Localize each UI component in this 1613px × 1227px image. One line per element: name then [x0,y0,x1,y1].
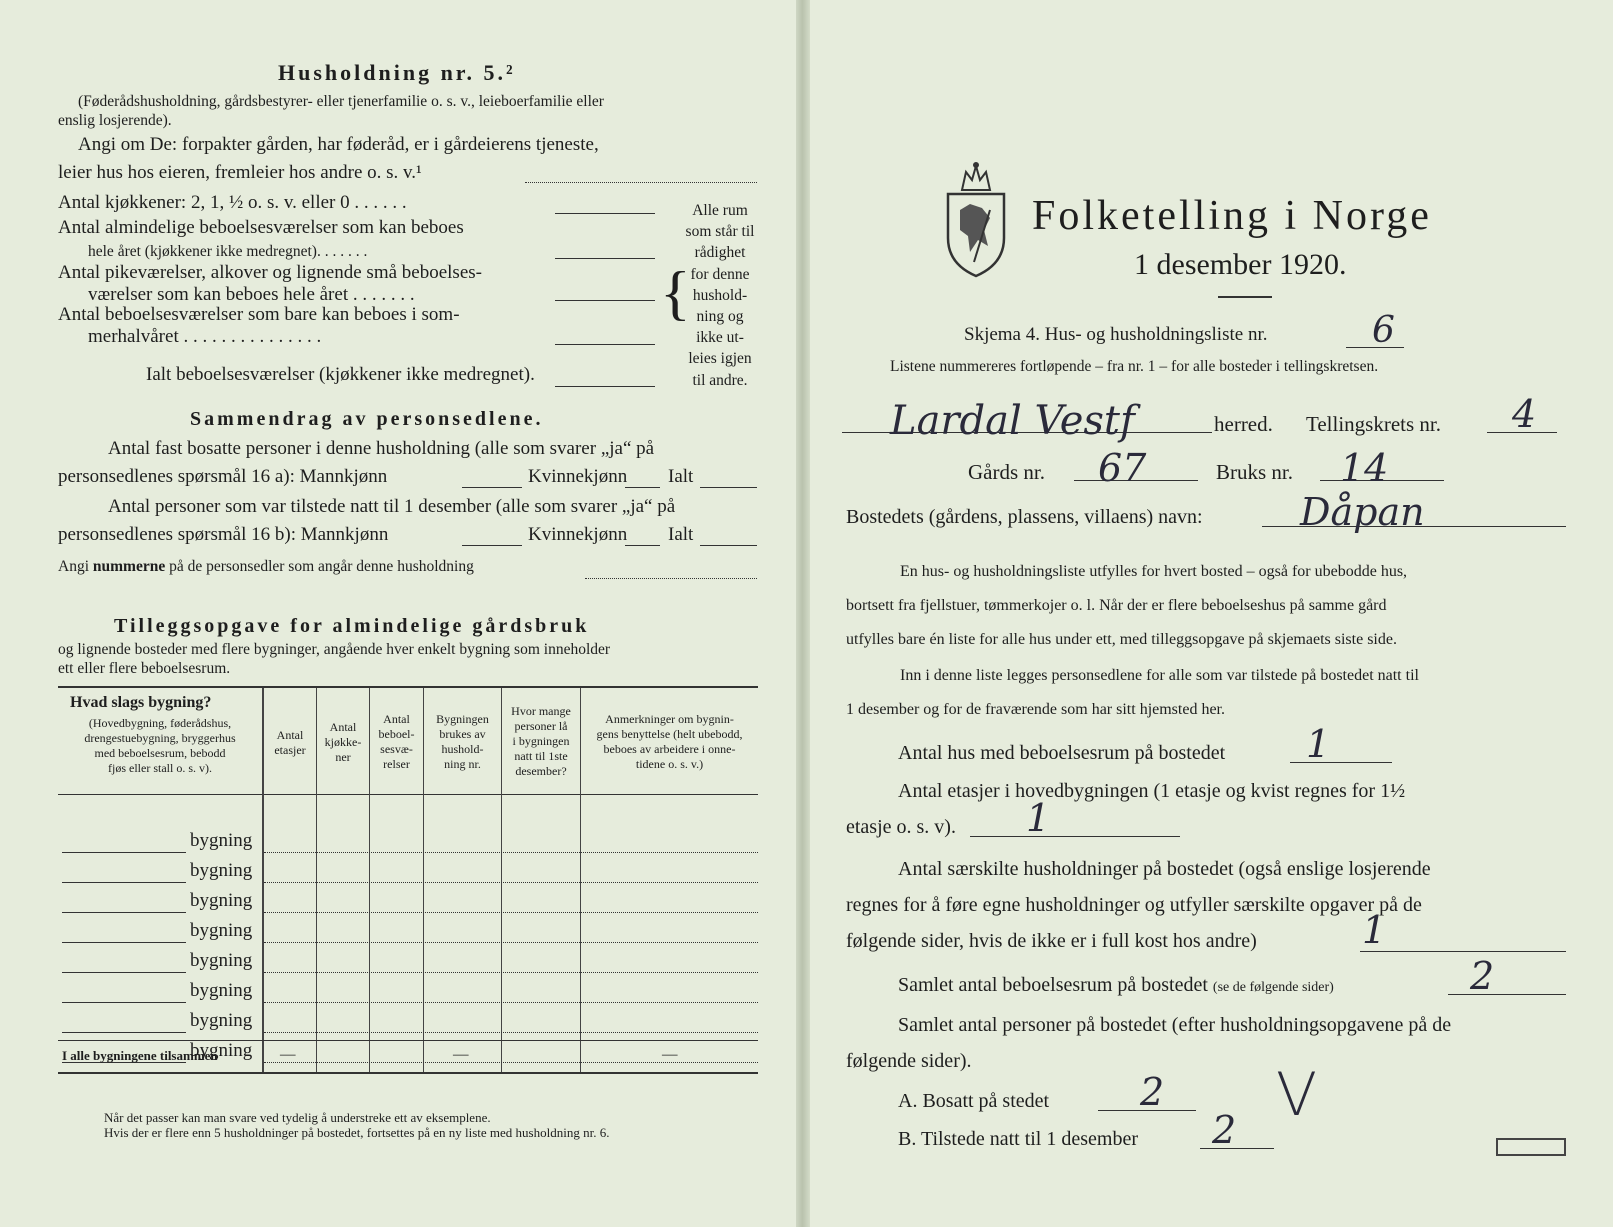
angi-answer-line [525,182,757,183]
coat-of-arms-icon [940,160,1012,280]
nummerne-answer-line [585,578,757,579]
skjema-label: Skjema 4. Hus- og husholdningsliste nr. [964,324,1268,345]
building-name-line [62,1002,186,1003]
q-pers-line-1: Samlet antal personer på bostedet (efter husholdningsopgavene på de [898,1014,1452,1036]
building-row-label: bygning [190,950,253,971]
head-household-nr [424,712,501,772]
head-sub-line: (Hovedbygning, føderådshus, [88,716,232,730]
q-pers-line-2: følgende sider). [846,1050,972,1072]
skjema-value: 6 [1372,310,1395,351]
side-note-line: leies igjen [688,350,752,368]
summary-line-2: personsedlenes spørsmål 16 a): Mannkjønn [58,466,388,487]
head-line: gens benyttelse (helt ubebodd, [596,727,743,741]
angi-nummerne [58,558,474,576]
herred-value: Lardal Vestf [890,398,1135,444]
building-name-line [62,942,186,943]
ialt-rooms-answer-line [555,386,655,387]
q-hush-line-2: regnes for å føre egne husholdninger og utfyller særskilte opgaver på de [846,894,1422,916]
head-sub-line: med beboelsesrum, bebodd [94,746,226,760]
building-row-label: bygning [190,1010,253,1031]
summary-line-3: Antal personer som var tilstede natt til 1 desember (alle som svarer „ja“ på [108,496,676,517]
household-title: Husholdning nr. 5.² [278,60,516,85]
side-note-line: rådighet [694,244,746,262]
small-rooms-answer-line [555,300,655,301]
b-value: 2 [1212,1108,1237,1152]
rooms-label-1: Antal almindelige beboelsesværelser som kan beboes [58,217,464,238]
head-line: Hvor mange [511,704,571,718]
head-persons [502,704,580,779]
side-note-line: hushold- [692,286,748,304]
q-rum-text: Samlet antal beboelsesrum på bostedet [898,974,1208,996]
bruks-value: 14 [1340,446,1389,490]
table-row [264,972,758,973]
b-label: B. Tilstede natt til 1 desember [898,1128,1138,1150]
tillegg-intro-2: ett eller flere beboelsesrum. [58,660,231,677]
side-note-line: for denne [690,265,750,283]
q-rum-small: (se de følgende sider) [1212,980,1334,995]
head-line: ning nr. [444,757,481,771]
q-hush-line-3: følgende sider, hvis de ikke er i full kost hos andre) [846,930,1257,952]
rooms-label-2: hele året (kjøkkener ikke medregnet). . . . . . . [88,243,368,260]
rooms-answer-line [555,258,655,259]
building-row-label: bygning [190,860,253,881]
summary-line-4: personsedlenes spørsmål 16 b): Mannkjønn [58,524,389,545]
kvinne-b-label: Kvinnekjønn [528,524,628,545]
table-top-rule [58,686,758,688]
small-rooms-label-1: Antal pikeværelser, alkover og lignende små beboelses- [58,262,482,283]
q-etasjer-value: 1 [1026,796,1051,840]
ialt-a-label: Ialt [668,466,694,487]
building-row-label: bygning [190,830,253,851]
head-line: beboes av arbeidere i onne- [603,742,736,756]
kvinne-a-line [625,487,660,488]
q-etasjer-line-2: etasje o. s. v). [846,816,956,838]
head-kjokkener [317,720,369,765]
bosted-value: Dåpan [1300,490,1425,534]
head-building-type: Hvad slags bygning? [70,694,212,711]
bosted-label: Bostedets (gårdens, plassens, villaens) navn: [846,506,1203,528]
census-date: 1 desember 1920. [1134,248,1347,281]
a-value: 2 [1140,1070,1165,1114]
angi-line-1: Angi om De: forpakter gården, har føderåd, er i gårdeierens tjeneste, [78,134,599,155]
table-head-rule [58,794,758,795]
head-beboelsesvaerelser [370,712,423,772]
head-line: Antal [383,712,410,726]
para1-line-3: utfylles bare én liste for alle hus under ett, med tilleggsopgave på skjemaets siste side. [846,631,1397,648]
head-line: Anmerkninger om bygnin- [605,712,734,726]
table-row [264,912,758,913]
a-label: A. Bosatt på stedet [898,1090,1050,1112]
intro-line-2: enslig losjerende). [58,112,172,129]
head-line: relser [383,757,410,771]
q-etasjer-line-1: Antal etasjer i hovedbygningen (1 etasje og kvist regnes for 1½ [898,780,1406,802]
kitchens-answer-line [555,213,655,214]
building-row-label: bygning [190,1040,253,1061]
angi-rest: på de personsedler som angår denne husholdning [169,558,474,575]
title-rule [1218,296,1272,298]
head-line: sesvæ- [380,742,413,756]
page-fold [796,0,810,1227]
table-row [264,942,758,943]
q-hus-value: 1 [1306,722,1331,766]
summary-line-1: Antal fast bosatte personer i denne husholdning (alle som svarer „ja“ på [108,438,655,459]
left-page [0,0,800,1227]
head-line: tidene o. s. v.) [635,757,704,771]
head-sub-line: drengestuebygning, bryggerhus [84,731,236,745]
gards-label: Gårds nr. [968,460,1045,484]
head-line: personer lå [514,719,568,733]
q-rum-value: 2 [1470,954,1495,998]
nummerne-word: nummerne [92,558,166,575]
kitchens-label: Antal kjøkkener: 2, 1, ½ o. s. v. eller 0 . . . . . . [58,192,407,213]
ialt-a-line [700,487,757,488]
table-row [264,1062,758,1063]
small-rooms-label-2: værelser som kan beboes hele året . . . . . . . [88,284,415,305]
head-etasjer [264,728,316,758]
table-row [264,1002,758,1003]
side-note-line: til andre. [692,371,748,389]
side-note-line: ning og [696,308,744,326]
side-note-line: ikke ut- [696,329,744,347]
building-row-label: bygning [190,980,253,1001]
kvinne-a-label: Kvinnekjønn [528,466,628,487]
side-note-line: Alle rum [692,202,748,219]
census-title: Folketelling i Norge [1032,193,1432,239]
summer-rooms-answer-line [555,344,655,345]
head-line: ner [335,750,351,764]
head-line: Bygningen [436,712,489,726]
para1-line-1: En hus- og husholdningsliste utfylles for hvert bosted – også for ubebodde hus, [900,563,1408,580]
ialt-rooms-label: Ialt beboelsesværelser (kjøkkener ikke medregnet). [146,364,535,385]
head-line: natt til 1ste [514,749,568,763]
building-row-label: bygning [190,920,253,941]
head-building-sub [60,716,260,776]
tellingskrets-label: Tellingskrets nr. [1306,412,1442,436]
q-hus-label: Antal hus med beboelsesrum på bostedet [898,742,1226,764]
angi-line-2: leier hus hos eieren, fremleier hos andre o. s. v.¹ [58,162,422,183]
table-bottom-rule [58,1072,758,1074]
table-row [264,882,758,883]
bruks-label: Bruks nr. [1216,460,1294,484]
head-sub-line: fjøs eller stall o. s. v). [108,761,212,775]
building-row-label: bygning [190,890,253,911]
total-dash: — [280,1046,296,1063]
footnote-2: Hvis der er flere enn 5 husholdninger på bostedet, fortsettes på en ny liste med husholdning nr. 6. [104,1125,610,1140]
mann-a-line [462,487,522,488]
gards-value: 67 [1098,446,1147,490]
head-line: Antal [329,720,357,734]
side-note-line: som står til [685,223,755,241]
building-name-line [62,972,186,973]
table-row [264,852,758,853]
herred-label: herred. [1214,412,1273,436]
summer-rooms-label-1: Antal beboelsesværelser som bare kan beboes i som- [58,304,460,325]
head-line: beboel- [378,727,415,741]
head-line: hushold- [441,742,484,756]
footnote-1: Når det passer kan man svare ved tydelig å understreke ett av eksemplene. [104,1110,491,1125]
tillegg-intro-1: og lignende bosteder med flere bygninger, angående hver enkelt bygning som inneholder [58,641,611,658]
q-hush-line-1: Antal særskilte husholdninger på bostedet (også enslige losjerende [898,858,1431,880]
intro-line-1: (Føderådshusholdning, gårdsbestyrer- eller tjenerfamilie o. s. v., leieboerfamilie eller [78,93,604,110]
q-hush-answer-line [1360,951,1566,952]
brace: { [660,258,691,327]
summer-rooms-label-2: merhalvåret . . . . . . . . . . . . . . . [88,326,322,347]
para2-line-1: Inn i denne liste legges personsedlene for alle som var tilstede på bostedet natt til [900,667,1419,684]
listene-note: Listene nummereres fortløpende – fra nr. 1 – for alle bosteder i tellingskretsen. [890,358,1379,375]
summary-title: Sammendrag av personsedlene. [190,408,544,430]
total-rule [58,1040,758,1041]
para1-line-2: bortsett fra fjellstuer, tømmerkojer o. l. Når der er flere beboelseshus på samme gård [846,597,1387,614]
check-mark: V [1276,1060,1318,1130]
total-dash: — [453,1046,469,1063]
angi-word: Angi [58,558,89,575]
q-etasjer-answer-line [970,836,1180,837]
ialt-b-label: Ialt [668,524,694,545]
kvinne-b-line [625,545,660,546]
head-line: Antal [276,728,304,742]
tellingskrets-value: 4 [1512,392,1537,436]
head-line: desember? [515,764,567,778]
building-name-line [62,1032,186,1033]
total-label: I alle bygningene tilsammen [62,1048,218,1063]
side-note [680,200,760,391]
q-rum-line [1448,994,1566,995]
building-name-line [62,912,186,913]
tillegg-title: Tilleggsopgave for almindelige gårdsbruk [114,615,590,637]
ialt-b-line [700,545,757,546]
head-line: brukes av [439,727,486,741]
q-rum-label [898,974,1334,997]
head-line: etasjer [274,743,306,757]
para2-line-2: 1 desember og for de fraværende som har sitt hjemsted her. [846,701,1225,718]
mann-b-line [462,545,522,546]
q-hush-value: 1 [1362,908,1387,952]
building-name-line [62,852,186,853]
head-line: kjøkke- [324,735,362,749]
head-remarks [581,712,758,772]
table-row [264,1032,758,1033]
building-name-line [62,882,186,883]
printer-stamp [1496,1138,1566,1156]
total-dash: — [662,1046,678,1063]
head-line: i bygningen [512,734,570,748]
